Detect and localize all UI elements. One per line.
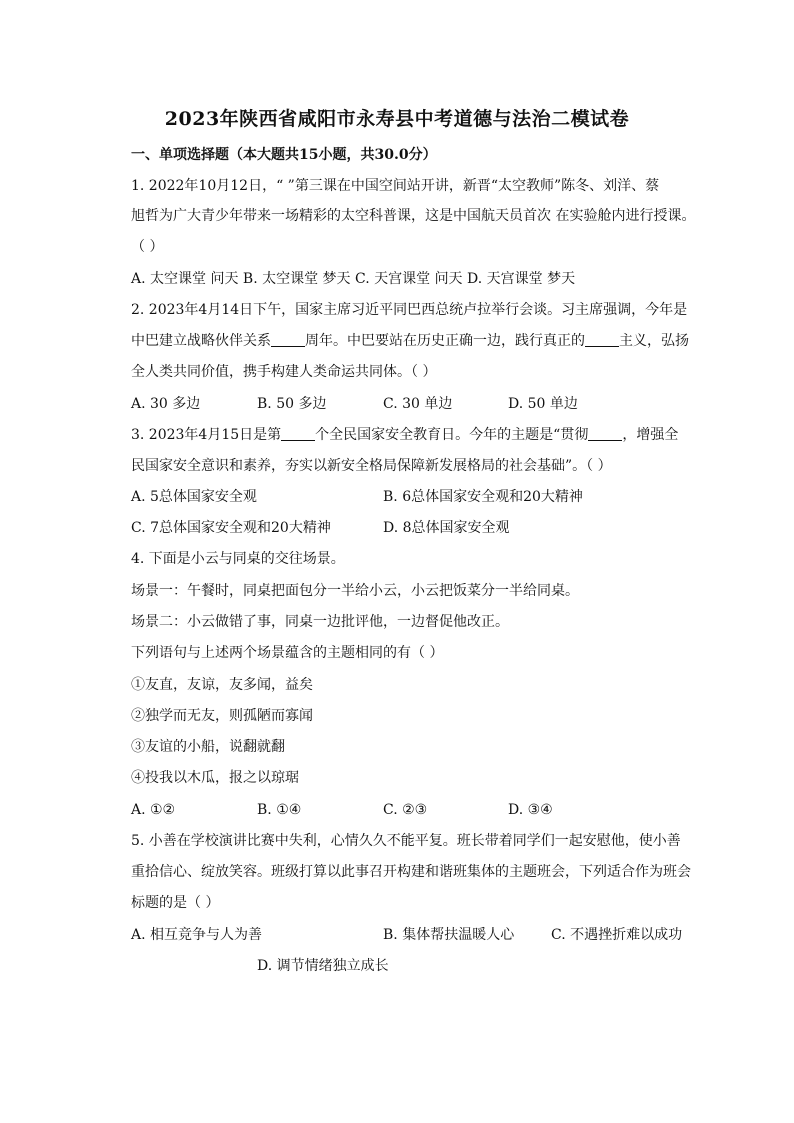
q5-line3: 标题的是（ ）	[131, 895, 220, 911]
q3-option-c: C. 7总体国家安全观和20大精神	[131, 520, 331, 536]
q2-line2-part2: 周年。中巴要站在历史正确一边，践行真正的	[305, 333, 585, 349]
q4-option-b: B. ①④	[257, 802, 302, 818]
q5-option-d: D. 调节情绪独立成长	[257, 958, 389, 974]
q2-option-b: B. 50 多边	[257, 396, 327, 412]
q2-line2	[131, 332, 689, 350]
q2-line3: 全人类共同价值，携手构建人类命运共同体。（ ）	[131, 364, 437, 380]
q5-option-b: B. 集体帮扶温暖人心	[383, 927, 515, 943]
q4-option-a: A. ①②	[131, 802, 176, 818]
q3-option-a: A. 5总体国家安全观	[131, 489, 257, 505]
q4-scene2: 场景二：小云做错了事，同桌一边批评他，一边督促他改正。	[131, 614, 509, 630]
q4-item-3: ③友谊的小船，说翻就翻	[131, 739, 285, 755]
q1-line2: 旭哲为广大青少年带来一场精彩的太空科普课，这是中国航天员首次 在实验舱内进行授课。	[131, 208, 696, 224]
q4-item-4: ④投我以木瓜，报之以琼琚	[131, 770, 299, 786]
answer-blank	[281, 426, 315, 441]
q1-line3: （ ）	[131, 239, 164, 255]
q5-option-c: C. 不遇挫折难以成功	[551, 927, 683, 943]
q1-line1: 1. 2022年10月12日，“ ”第三课在中国空间站开讲，新晋“太空教师”陈冬、刘洋、蔡	[131, 178, 660, 194]
q2-line2-part3: 主义，弘扬	[619, 333, 689, 349]
q2-option-c: C. 30 单边	[383, 396, 453, 412]
q2-line2-part1: 中巴建立战略伙伴关系	[131, 333, 271, 349]
q4-prompt: 下列语句与上述两个场景蕴含的主题相同的有（ ）	[131, 645, 444, 661]
q5-line1: 5. 小善在学校演讲比赛中失利，心情久久不能平复。班长带着同学们一起安慰他，使小善	[131, 833, 681, 849]
q2-option-d: D. 50 单边	[508, 396, 578, 412]
q5-option-a: A. 相互竞争与人为善	[131, 927, 263, 943]
q4-item-1: ①友直，友谅，友多闻，益矣	[131, 677, 313, 693]
q4-scene1: 场景一：午餐时，同桌把面包分一半给小云，小云把饭菜分一半给同桌。	[131, 583, 579, 599]
q3-line1	[131, 426, 678, 444]
q3-line2: 民国家安全意识和素养，夯实以新安全格局保障新发展格局的社会基础”。（ ）	[131, 458, 612, 474]
answer-blank	[585, 332, 619, 347]
q3-line1-part1: 3. 2023年4月15日是第	[131, 427, 282, 443]
q4-option-c: C. ②③	[383, 802, 428, 818]
q2-line1: 2. 2023年4月14日下午，国家主席习近平同巴西总统卢拉举行会谈。习主席强调，今年是	[131, 302, 688, 318]
answer-blank	[271, 332, 305, 347]
q3-option-d: D. 8总体国家安全观	[383, 520, 510, 536]
section-heading: 一、单项选择题（本大题共15小题，共30.0分）	[131, 147, 437, 163]
q4-item-2: ②独学而无友，则孤陋而寡闻	[131, 708, 313, 724]
answer-blank	[588, 426, 622, 441]
q4-option-d: D. ③④	[508, 802, 553, 818]
page-title: 2023年陕西省咸阳市永寿县中考道德与法治二模试卷	[164, 108, 630, 130]
q5-line2: 重拾信心、绽放笑容。班级打算以此事召开构建和谐班集体的主题班会，下列适合作为班会	[131, 864, 691, 880]
q2-option-a: A. 30 多边	[131, 396, 201, 412]
q4-line1: 4. 下面是小云与同桌的交往场景。	[131, 551, 345, 567]
q3-option-b: B. 6总体国家安全观和20大精神	[383, 489, 583, 505]
q3-line1-part3: ，增强全	[622, 427, 679, 443]
q1-options: A. 太空课堂 问天 B. 太空课堂 梦天 C. 天宫课堂 问天 D. 天宫课堂 梦天	[131, 271, 576, 287]
q3-line1-part2: 个全民国家安全教育日。今年的主题是“贯彻	[315, 427, 589, 443]
